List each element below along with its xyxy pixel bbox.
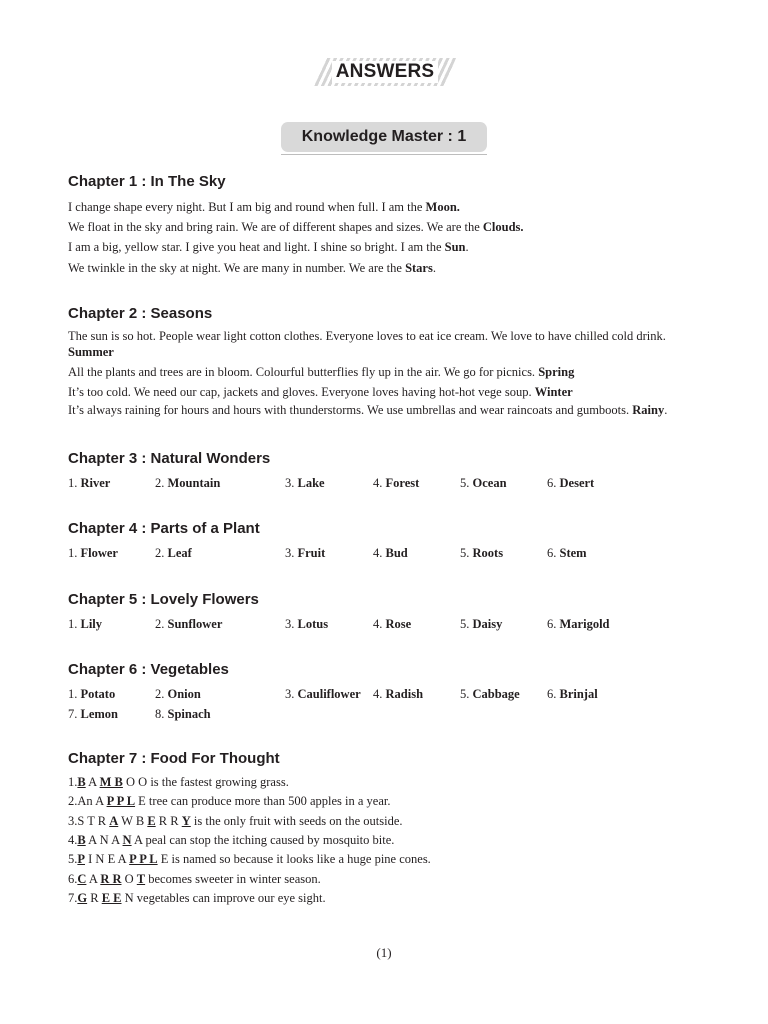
page-title: ANSWERS [332,61,439,83]
answer-word: Bud [382,546,408,560]
answer-item [68,707,118,722]
item-number: 6. [547,687,557,701]
item-number: 3. [68,813,78,828]
answer-item [155,687,201,702]
fill-blank-item [68,872,321,887]
filled-letters: C [77,871,87,886]
item-number: 4. [373,476,383,490]
item-text: An A [77,794,107,809]
item-number: 4. [68,832,78,847]
item-text: A [85,775,100,789]
line-text: All the plants and trees are in bloom. Colourful butterflies fly up in the air. We go for picnics. [68,365,539,379]
answer-word: Daisy [469,617,503,631]
answer-line [68,403,667,418]
fill-blank-item [68,833,394,848]
answer-word: Summer [68,345,114,359]
filled-letters: P [77,852,86,867]
answer-word: Desert [556,476,595,490]
line-text: I change shape every night. But I am big and round when full. I am the [68,200,426,214]
chapter-heading: Chapter 7 : Food For Thought [68,750,280,767]
answer-item [155,617,222,632]
answer-line [68,365,574,380]
answer-word: Marigold [556,617,610,631]
item-number: 5. [460,476,470,490]
answer-word: River [77,476,111,490]
answer-item [547,687,598,702]
answer-word: Lily [77,617,103,631]
filled-letters: M B [99,775,123,789]
filled-letters: R R [100,871,122,886]
item-number: 3. [285,617,295,631]
item-number: 5. [460,687,470,701]
item-number: 8. [155,707,165,721]
answer-line [68,220,524,235]
item-text: A peal can stop the itching caused by mosquito bite. [131,832,395,847]
answer-line [68,385,573,400]
answer-line [68,261,436,276]
filled-letters: P P L [106,794,136,809]
filled-letters: B [77,832,86,847]
answer-item [285,687,361,702]
answer-item [547,617,610,632]
answer-line [68,240,469,255]
line-text: It’s always raining for hours and hours with thunderstorms. We use umbrellas and wear raincoats and gumboots. [68,403,633,417]
item-number: 2. [68,794,78,809]
line-punct: . [664,403,668,417]
answer-word: Lemon [77,707,118,721]
answer-word: Rose [382,617,412,631]
item-number: 1. [68,546,78,560]
answers-banner [314,58,456,86]
answer-item [68,476,110,491]
item-text: R [87,890,102,905]
item-text: A [86,871,101,886]
line-text: We float in the sky and bring rain. We are of different shapes and sizes. We are the [68,220,483,234]
answer-word: Sunflower [164,617,223,631]
item-text: N vegetables can improve our eye sight. [121,890,326,905]
item-number: 1. [68,775,78,789]
filled-letters: E E [101,890,122,905]
line-punct: . [432,261,436,275]
item-number: 6. [547,546,557,560]
answer-word: Cabbage [469,687,520,701]
item-number: 7. [68,707,78,721]
item-number: 4. [373,546,383,560]
line-text: The sun is so hot. People wear light cotton clothes. Everyone loves to eat ice cream. We love to have chilled cold drink. [68,329,666,343]
answer-row [68,687,708,702]
answer-word: Radish [382,687,424,701]
chapter-heading: Chapter 6 : Vegetables [68,661,229,678]
item-number: 1. [68,476,78,490]
answer-word: Onion [164,687,201,701]
item-number: 2. [155,546,165,560]
answer-word: Lake [294,476,325,490]
item-number: 4. [373,687,383,701]
answer-item [68,617,102,632]
section-title: Knowledge Master : 1 [301,128,467,145]
filled-letters: A [109,813,119,828]
chapter-heading: Chapter 4 : Parts of a Plant [68,520,260,537]
section-title-box [281,122,487,152]
answer-word: Winter [534,385,573,399]
answer-word: Spinach [164,707,211,721]
answer-item [285,617,328,632]
item-number: 3. [285,546,295,560]
answer-row [68,707,708,722]
answer-line [68,329,666,344]
answer-word: Lotus [294,617,329,631]
answer-row [68,546,708,561]
item-number: 1. [68,617,78,631]
answer-word: Clouds. [482,220,524,234]
fill-blank-item [68,775,289,790]
answer-word: Sun [444,240,466,254]
answer-item [460,546,503,561]
answer-item [373,546,408,561]
item-text: O [121,871,137,886]
item-number: 2. [155,617,165,631]
filled-letters: G [77,890,88,905]
fill-blank-item [68,891,326,906]
item-text: O O is the fastest growing grass. [122,775,289,789]
item-number: 3. [285,687,295,701]
filled-letters: Y [181,813,191,828]
item-text: I N E A [85,852,130,867]
item-number: 1. [68,687,78,701]
item-number: 2. [155,476,165,490]
filled-letters: T [136,871,146,886]
item-text: A N A [85,832,123,847]
item-number: 5. [68,852,78,867]
line-text: We twinkle in the sky at night. We are many in number. We are the [68,261,406,275]
answer-word: Leaf [164,546,192,560]
answer-word: Potato [77,687,116,701]
answer-line [68,345,114,360]
item-number: 4. [373,617,383,631]
answer-word: Flower [77,546,118,560]
answer-row [68,617,708,632]
answer-word: Brinjal [556,687,598,701]
item-text: becomes sweeter in winter season. [145,871,321,886]
answer-item [460,617,502,632]
page-number: (1) [376,945,392,960]
answer-item [373,617,411,632]
answer-word: Ocean [469,476,507,490]
item-text: E is named so because it looks like a huge pine cones. [157,852,431,867]
filled-letters: B [77,775,86,789]
filled-letters: N [122,832,132,847]
answer-row [68,476,708,491]
answer-item [155,476,220,491]
line-text: I am a big, yellow star. I give you heat and light. I shine so bright. I am the [68,240,445,254]
answer-item [285,476,325,491]
item-number: 3. [285,476,295,490]
answer-word: Rainy [632,403,665,417]
answer-item [460,476,507,491]
answer-item [68,546,118,561]
chapter-heading: Chapter 1 : In The Sky [68,173,226,190]
item-number: 6. [547,617,557,631]
answer-item [155,546,192,561]
fill-blank-item [68,814,403,829]
line-text: It’s too cold. We need our cap, jackets and gloves. Everyone loves having hot-hot vege soup. [68,385,535,399]
chapter-heading: Chapter 2 : Seasons [68,305,213,322]
fill-blank-item [68,794,391,809]
fill-blank-item [68,852,431,867]
chapter-heading: Chapter 5 : Lovely Flowers [68,591,259,608]
item-text: W B [118,813,148,828]
item-number: 6. [68,871,78,886]
answer-word: Roots [469,546,504,560]
item-text: R R [155,813,182,828]
answer-word: Stem [556,546,587,560]
answer-word: Mountain [164,476,221,490]
answer-word: Spring [538,365,575,379]
item-text: E tree can produce more than 500 apples in a year. [135,794,391,809]
answer-item [285,546,325,561]
item-number: 6. [547,476,557,490]
answer-item [373,687,423,702]
item-number: 2. [155,687,165,701]
filled-letters: E [147,813,156,828]
filled-letters: P P L [129,852,158,867]
answer-item [68,687,115,702]
line-punct: . [465,240,469,254]
section-title-underline [281,154,487,155]
answer-word: Cauliflower [294,687,361,701]
answer-word: Fruit [294,546,326,560]
answer-item [547,546,587,561]
item-number: 5. [460,617,470,631]
answer-word: Stars [405,261,433,275]
item-number: 7. [68,890,78,905]
answer-item [155,707,211,722]
item-text: is the only fruit with seeds on the outside. [190,813,403,828]
chapter-heading: Chapter 3 : Natural Wonders [68,450,271,467]
answer-item [547,476,594,491]
answer-word: Moon. [425,200,460,214]
answer-word: Forest [382,476,420,490]
item-text: S T R [77,813,110,828]
answer-item [460,687,520,702]
item-number: 5. [460,546,470,560]
answer-item [373,476,419,491]
answer-line [68,200,460,215]
